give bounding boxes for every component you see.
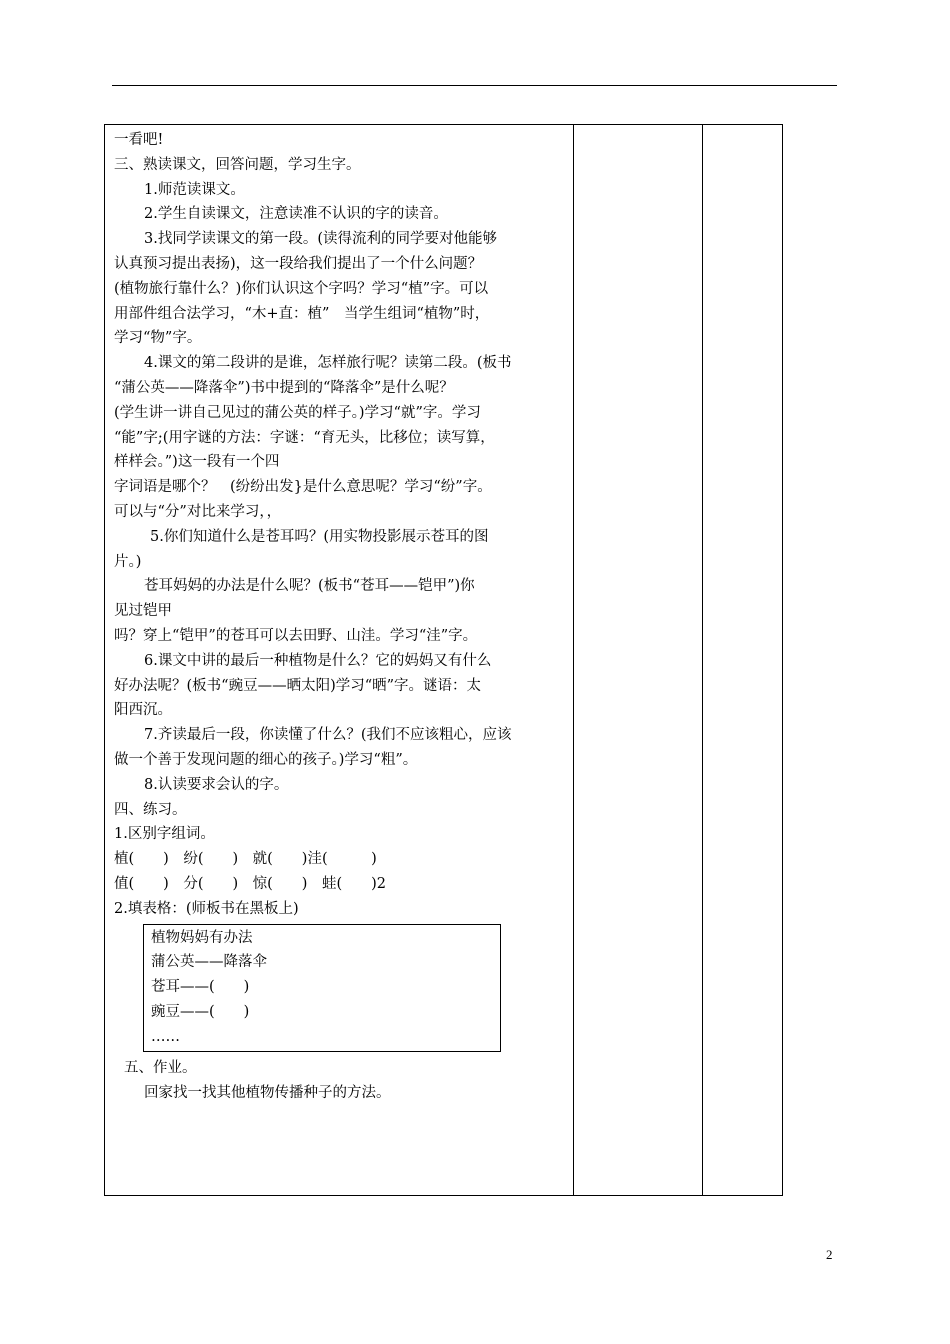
text-line: 4.课文的第二段讲的是谁，怎样旅行呢？读第二段。(板书 <box>144 355 512 372</box>
text-line: 一看吧! <box>114 132 164 148</box>
text-line: 好办法呢？(板书“豌豆——晒太阳)学习“晒”字。谜语：太 <box>114 677 482 694</box>
lesson-table <box>104 124 783 1196</box>
box-line: 豌豆——( ) <box>151 1003 250 1020</box>
section-heading: 四、练习。 <box>114 801 187 818</box>
exercise-row: 值( ) 分( ) 惊( ) 蛙( )2 <box>114 875 386 892</box>
text-line: “能”字;(用字谜的方法：字谜：“育无头，比移位；读写算， <box>114 429 495 446</box>
text-line: 吗？穿上“铠甲”的苍耳可以去田野、山洼。学习“洼”字。 <box>114 627 478 644</box>
text-line: 用部件组合法学习，“木+直：植” 当学生组词“植物”时， <box>114 305 490 322</box>
text-line: 3.找同学读课文的第一段。(读得流利的同学要对他能够 <box>144 231 497 248</box>
text-line: 7.齐读最后一段，你读懂了什么？(我们不应该粗心，应该 <box>144 727 512 744</box>
text-line: 片。) <box>114 553 142 570</box>
text-line: 认真预习提出表扬)，这一段给我们提出了一个什么问题？ <box>114 255 483 272</box>
text-line: 2.学生自读课文，注意读准不认识的字的读音。 <box>144 206 448 223</box>
section-heading: 三、熟读课文，回答问题，学习生字。 <box>114 156 361 173</box>
text-line: 阳西沉。 <box>114 702 172 719</box>
text-line: 可以与“分”对比来学习，， <box>114 503 282 520</box>
text-line: (学生讲一讲自己见过的蒲公英的样子。)学习“就”字。学习 <box>114 404 481 421</box>
box-line: …… <box>151 1028 180 1045</box>
text-line: “蒲公英——降落伞”)书中提到的“降落伞”是什么呢？ <box>114 379 454 396</box>
box-line: 植物妈妈有办法 <box>151 929 253 946</box>
column-divider-2 <box>702 125 703 1195</box>
homework-heading: 五、作业。 <box>124 1060 197 1077</box>
page-number: 2 <box>826 1247 833 1262</box>
text-line: 1.区别字组词。 <box>114 826 215 843</box>
text-line: 6.课文中讲的最后一种植物是什么？它的妈妈又有什么 <box>144 652 492 669</box>
text-line: 字词语是哪个？ (纷纷出发}是什么意思呢？学习“纷”字。 <box>114 479 492 496</box>
text-line: 样样会。”)这一段有一个四 <box>114 454 280 471</box>
text-line: 8.认读要求会认的字。 <box>144 776 289 793</box>
text-line: 1.师范读课文。 <box>144 181 245 198</box>
text-line: 5.你们知道什么是苍耳吗？(用实物投影展示苍耳的图 <box>150 528 489 545</box>
text-line: 苍耳妈妈的办法是什么呢？(板书“苍耳——铠甲”)你 <box>144 578 475 595</box>
blackboard-table <box>143 924 501 1053</box>
header-rule <box>112 85 837 86</box>
box-line: 苍耳——( ) <box>151 979 250 996</box>
text-line: 见过铠甲 <box>114 603 172 620</box>
homework-text: 回家找一找其他植物传播种子的方法。 <box>144 1085 391 1102</box>
box-line: 蒲公英——降落伞 <box>151 954 267 971</box>
text-line: 做一个善于发现问题的细心的孩子。)学习“粗”。 <box>114 751 418 768</box>
text-line: (植物旅行靠什么？)你们认识这个字吗？学习“植”字。可以 <box>114 280 489 297</box>
lesson-content <box>114 128 566 1106</box>
text-line: 学习“物”字。 <box>114 330 202 347</box>
column-divider-1 <box>573 125 574 1195</box>
text-line: 2.填表格：(师板书在黑板上) <box>114 900 299 917</box>
exercise-row: 植( ) 纷( ) 就( )洼( ) <box>114 851 377 868</box>
